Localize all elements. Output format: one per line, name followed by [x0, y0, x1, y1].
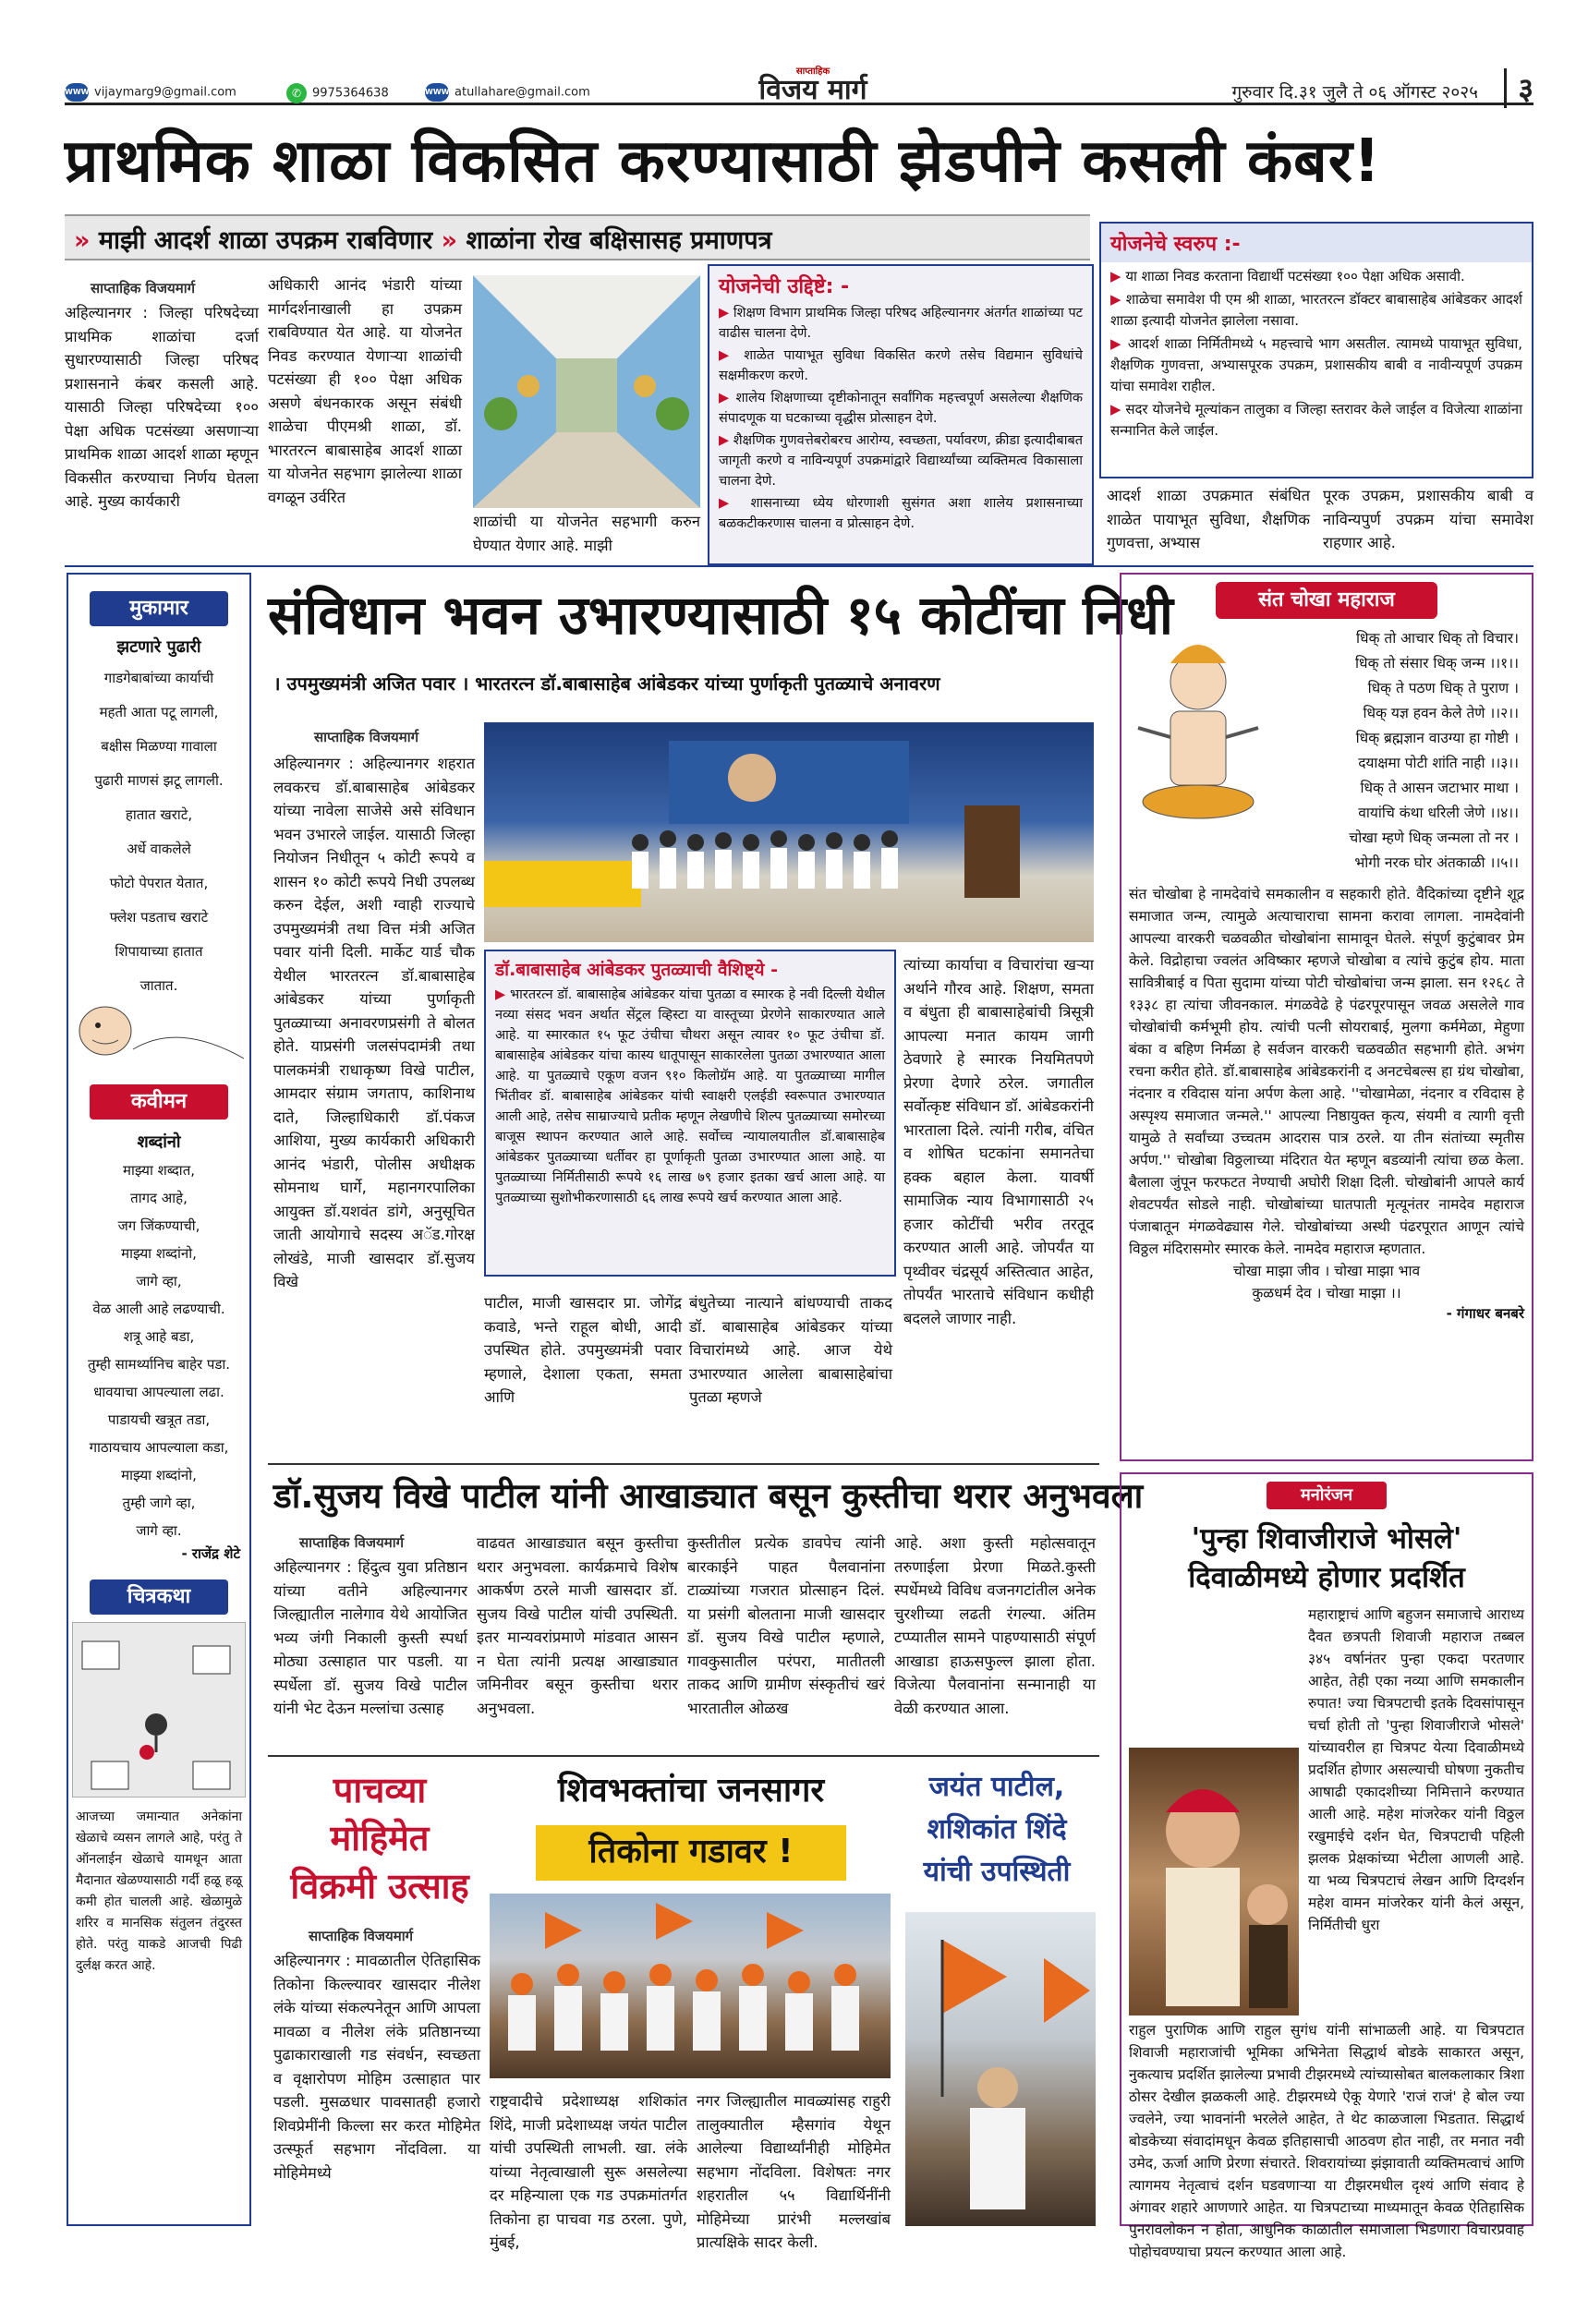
newspaper-logo: साप्ताहिक विजय मार्ग: [758, 67, 867, 106]
lead-subheadline-bar: [65, 214, 1090, 260]
bullet-icon: ▶: [719, 348, 745, 363]
bullet-icon: ▶: [1110, 401, 1126, 418]
bullet-icon: ▶: [719, 433, 733, 448]
sujay-byline: साप्ताहिक विजयमार्ग: [299, 1534, 405, 1551]
poet-name: - राजेंद्र शेटे: [181, 1545, 240, 1562]
statue-features-box: [484, 950, 896, 1277]
sujay-headline: डॉ.सुजय विखे पाटील यांनी आखाड्यात बसून कुस्तीचा थरार अनुभवला: [273, 1476, 1144, 1516]
kaviman-label: कवीमन: [90, 1084, 228, 1120]
poem-body: [68, 1156, 249, 1544]
globe-icon: WWW: [65, 83, 89, 102]
objectives-title: योजनेची उद्दिष्टे: -: [719, 275, 850, 298]
tikona-headline-1: शिवभक्तांचा जनसागर: [557, 1772, 825, 1810]
saint-quote-b: कुळधर्म देव । चोखा माझा ।।: [1252, 1285, 1401, 1301]
bullet-icon: ▶: [1110, 291, 1126, 308]
poem-line: माझ्या शब्दांनो,: [121, 1467, 197, 1483]
sujay-column-4: आहे. अशा कुस्ती महोत्सवातून तरुणाईला प्रेरणा मिळते.कुस्ती स्पर्धेमध्ये विविध वजनगटांतील अनेक चुरशीच्या लढती रंगल्या. अंतिम टप्प्यातील सामने पाहण्यासाठी संपूर्ण आखाडा हाऊसफुल्ल झाला होता. विजेत्या पैलवानांना सन्मानाही या वेळी करण्यात आला.: [894, 1534, 1096, 1717]
objectives-list: [719, 303, 1083, 534]
section-divider: [268, 1755, 1099, 1757]
abhang-line: धिक् ब्रह्मज्ञान वाउग्या हा गोष्टी ।: [1355, 730, 1519, 746]
statue-features-text: ▶ भारतरत्न डॉ. बाबासाहेब आंबेडकर यांचा पुतळा व स्मारक हे नवी दिल्ली येथील नव्या संसद भवन अर्थात सेंट्रल व्हिस्टा या वास्तूच्या प्रेरणेने साकारण्यात आले आहे. या स्मारकात १५ फूट उंचीचा चौथरा असून त्यावर १० फूट उंचीचा डॉ. बाबासाहेब आंबेडकर यांचा कास्य धातूपासून साकारलेला पुतळा उभारण्यात आला आहे. या पुतळ्याचे एकूण वजन ९१० किलोग्रॅम आहे. या पुतळ्याच्या मागील भिंतीवर डॉ. बाबासाहेब आंबेडकर यांची स्वाक्षरी एलईडी स्वरूपात उभारण्यात आली आहे, तसेच साम्राज्याचे प्रतीक म्हणून लेखणीचे शिल्प पुतळ्याच्या समोरच्या बाजूस स्थापन करण्यात आले आहे. सर्वोच्च न्यायालयातील डॉ.बाबासाहेब आंबेडकर पुतळ्याच्या धर्तीवर हा पूर्णाकृती पुतळा उभारण्यात आला आहे. या पुतळ्याच्या निर्मितीसाठी रूपये १६ लाख ७९ हजार इतका खर्च आला आहे. या पुतळ्याच्या सुशोभीकरणासाठी ६६ लाख रूपये खर्च करण्यात आला आहे.: [495, 987, 885, 1205]
abhang-line: भोगी नरक घोर अंतकाळी ।।५।।: [1354, 854, 1519, 871]
sujay-column-3: कुस्तीतील प्रत्येक डावपेच त्यांनी बारकाईने पाहत पैलवानांना टाळ्यांच्या गजरात प्रोत्साहन दिलं. या प्रसंगी बोलताना माजी खासदार डॉ. सुजय विखे पाटील म्हणाले, गावकुसातील परंपरा, मातीतली ताकद आणि ग्रामीण संस्कृतीचं खरं भारतातील ओळख: [687, 1534, 885, 1717]
corridor-image-caption: शाळांची या योजनेत सहभागी करुन घेण्यात येणार आहे. माझी: [473, 513, 700, 554]
saint-chokha-box: [1120, 573, 1533, 1461]
abhang-line: धिक् यज्ञ हवन केले तेणे ।।२।।: [1363, 705, 1519, 721]
structure-item: ▶ या शाळा निवड करताना विद्यार्थी पटसंख्या १०० पेक्षा अधिक असावी.: [1110, 268, 1465, 284]
structure-box: [1099, 222, 1533, 478]
sujay-column-2: वाढवत आखाड्यात बसून कुस्तीचा थरार अनुभवला. कार्यक्रमाचे विशेष आकर्षण ठरले माजी खासदार डॉ. सुजय विखे पाटील यांची उपस्थिती. इतर मान्यवरांप्रमाणे मांडवात आसन न घेता त्यांनी प्रत्यक्ष आखाड्यात जमिनीवर बसून कुस्तीचा थरार अनुभवला.: [477, 1534, 678, 1717]
structure-item: ▶ शाळेचा समावेश पी एम श्री शाळा, भारतरत्न डॉक्टर बाबासाहेब आंबेडकर आदर्श शाळा इत्यादी योजनेत झालेला नसावा.: [1110, 291, 1522, 329]
issue-date: गुरुवार दि.३१ जुलै ते ०६ ऑगस्ट २०२५: [1231, 82, 1478, 103]
lead-column-1: अहिल्यानगर : जिल्हा परिषदेच्या प्राथमिक शाळांचा दर्जा सुधारण्यासाठी जिल्हा परिषद प्रशासनाने कंबर कसली आहे. यासाठी जिल्हा परिषदेच्या १०० पेक्षा अधिक पटसंख्या असणाऱ्या प्राथमिक शाळा आदर्श शाळा म्हणून विकसीत करण्याचा निर्णय घेतला आहे. मुख्य कार्यकारी: [65, 304, 259, 510]
saint-quote-a: चोखा माझा जीव । चोखा माझा भाव: [1232, 1263, 1421, 1279]
whatsapp-icon: ✆: [286, 83, 307, 103]
abhang-line: दयाक्षमा पोटी शांति नाही ।।३।।: [1358, 755, 1519, 771]
structure-item: ▶ सदर योजनेचे मूल्यांकन तालुका व जिल्हा स्तरावर केले जाईल व विजेत्या शाळांना सन्मानित केले जाईल.: [1110, 401, 1522, 439]
saint-abhang: [1267, 626, 1524, 876]
movie-body: राहुल पुराणिक आणि राहुल सुगंध यांनी सांभाळली आहे. या चित्रपटात शिवाजी महाराजांची भूमिका अभिनेता सिद्धार्थ बोडके साकारत असून, नुकत्याच प्रदर्शित झालेल्या प्रभावी टीझरमध्ये त्यांच्यासोबत बालकलाकार त्रिशा ठोसर देखील झळकली आहे. टीझरमध्ये ऐकू येणारे 'राजं राजं' हे बोल ज्या ज्वलेने, ज्या भावनांनी भरलेले आहेत, ते थेट काळजाला भिडतात. सिद्धार्थ बोडकेच्या संवादांमधून केवळ इतिहासाची आठवण होत नाही, तर मनात नवी उमेद, ऊर्जा आणि प्रेरणा संचारते. शिवरायांच्या झंझावाती व्यक्तिमत्वाचं आणि त्यागमय नेतृत्वाचं दर्शन घडवणाऱ्या या टीझरमधील दृश्यं आणि संवाद हे अंगावर शहारे आणणारे आहेत. या चित्रपटाच्या माध्यमातून केवळ ऐतिहासिक पुनरावलोकन न होता, आधुनिक काळातील समाजाला भिडणारा विचारप्रवाह पोहोचवण्याचा प्रयत्न करण्यात आला आहे.: [1129, 2022, 1524, 2260]
poem-line: अर्धे वाकलेले: [127, 841, 191, 857]
movie-intro: महाराष्ट्राचं आणि बहुजन समाजाचे आराध्य दैवत छत्रपती शिवाजी महाराज तब्बल ३४५ वर्षानंतर पुन्हा एकदा परतणार आहेत, तेही एका नव्या आणि समकालीन रुपात! ज्या चित्रपटाची इतके दिवसांपासून चर्चा होती तो 'पुन्हा शिवाजीराजे भोसले' यांच्यावरील हा चित्रपट येत्या दिवाळीमध्ये प्रदर्शित होणार असल्याची घोषणा नुकतीच आषाढी एकादशीच्या निमित्ताने करण्यात आली आहे. महेश मांजरेकर यांनी विठ्ठल रखुमाईचे दर्शन घेत, चित्रपटाची पहिली झलक प्रेक्षकांच्या भेटीला आणली आहे. या भव्य चित्रपटाचं लेखन आणि दिग्दर्शन महेश वामन मांजरेकर यांनी केलं असून, निर्मितीची धुरा: [1308, 1606, 1524, 1933]
poem-line: तुम्ही सामर्थ्यानिच बाहेर पडा.: [87, 1356, 231, 1373]
cartoon-man-illustration: [68, 1003, 249, 1068]
poem-line: महती आता पटू लागली,: [99, 704, 219, 720]
cartoon-image: [72, 1622, 246, 1797]
abhang-line: धिक् तो संसार धिक् जन्म ।।१।।: [1355, 655, 1519, 672]
statue-event-photo: [484, 722, 1094, 942]
poem-line: जागे व्हा,: [136, 1273, 182, 1289]
bullet-icon: ▶: [1110, 268, 1126, 284]
poem-title: शब्दांनो: [137, 1132, 181, 1152]
chevron-right-icon: »: [441, 226, 458, 255]
tikona-right-title-line-2: शशिकांत शिंदे: [927, 1813, 1067, 1846]
left-sidebar: [67, 573, 251, 2226]
samvidhan-column-3: बंधुतेच्या नात्याने बांधण्याची ताकद डॉ. बाबासाहेब आंबेडकर यांच्या विचारांमध्ये आहे. आज येथे उभारण्यात आलेला बाबासाहेबांचा पुतळा म्हणजे: [689, 1294, 892, 1406]
structure-list: [1101, 262, 1532, 447]
masthead: [65, 67, 1533, 105]
bullet-icon: ▶: [719, 496, 751, 511]
poem-line: धावयाचा आपल्याला लढा.: [93, 1384, 224, 1400]
poem-line: गाडगेबाबांच्या कार्याची: [103, 670, 214, 686]
section-divider: [65, 565, 1533, 567]
poem-line: शत्रू आहे बडा,: [123, 1328, 195, 1345]
masthead-email-2[interactable]: WWW atullahare@gmail.com: [425, 83, 590, 102]
objective-item: ▶ शालेय शिक्षणाच्या दृष्टीकोनातून सर्वांगिक महत्त्वपूर्ण असलेल्या शैक्षणिक संपादणूक या घटकाच्या वृद्धीस प्रोत्साहन देणे.: [719, 391, 1083, 426]
poem-line: हातात खराटे,: [125, 806, 193, 823]
bullet-icon: ▶: [1110, 335, 1128, 352]
movie-box: [1120, 1472, 1533, 2260]
tikona-side-title-line-1: पाचव्या: [333, 1770, 427, 1810]
tikona-crowd-photo: [490, 1894, 891, 2078]
tikona-right-title-line-3: यांची उपस्थिती: [923, 1856, 1071, 1888]
school-corridor-image: [473, 275, 700, 508]
chevron-right-icon: »: [74, 226, 91, 255]
leaders-photo: [905, 1912, 1096, 2226]
lead-column-2: अधिकारी आनंद भंडारी यांच्या मार्गदर्शनाखाली हा उपक्रम राबविण्यात येत आहे. या योजनेत निवड करण्यात येणाऱ्या शाळांची पटसंख्या ही १०० पेक्षा अधिक असणे बंधनकारक असून संबंधी शाळेचा पीएमश्री शाळा, डॉ. भारतरत्न बाबासाहेब आदर्श शाळा या योजनेत सहभाग झालेल्या शाळा वगळून उर्वरित: [268, 276, 462, 506]
mukamar-title: झटणारे पुढारी: [116, 637, 201, 657]
poem-line: जागे व्हा.: [136, 1522, 182, 1539]
poem-line: पाडायची खत्रूत तडा,: [107, 1411, 211, 1428]
mukamar-poem: [68, 661, 249, 1003]
masthead-phone[interactable]: ✆ 9975364638: [286, 83, 389, 103]
samvidhan-byline: साप्ताहिक विजयमार्ग: [314, 729, 419, 745]
objective-item: ▶ शिक्षण विभाग प्राथमिक जिल्हा परिषद अहिल्यानगर अंतर्गत शाळांच्या पट वाढीस चालना देणे.: [719, 306, 1083, 341]
page-number: ३: [1504, 68, 1533, 108]
statue-features-title: डॉ.बाबासाहेब आंबेडकर पुतळ्याची वैशिष्ट्ये -: [495, 960, 778, 980]
tikona-side-title: [273, 1766, 486, 1918]
samvidhan-column-1: अहिल्यानगर : अहिल्यानगर शहरात लवकरच डॉ.बाबासाहेब आंबेडकर यांच्या नावेला साजेसे असे संविधान भवन उभारले जाईल. यासाठी जिल्हा नियोजन निधीतून ५ कोटी रूपये व शासन १० कोटी रूपये निधी उपलब्ध करुन देईल, अशी ग्वाही राज्याचे उपमुख्यमंत्री तथा वित्त मंत्री अजित पवार यांनी दिली. मार्केट यार्ड चौक येथील भारतरत्न डॉ.बाबासाहेब आंबेडकर यांच्या पुर्णाकृती पुतळ्याच्या अनावरणप्रसंगी ते बोलत होते. याप्रसंगी जलसंपदामंत्री तथा पालकमंत्री राधाकृष्ण विखे पाटील, आमदार संग्राम जगताप, काशिनाथ दाते, जिल्हाधिकारी डॉ.पंकज आशिया, मुख्य कार्यकारी अधिकारी आनंद भंडारी, पोलीस अधीक्षक सोमनाथ घार्गे, महानगरपालिका आयुक्त डॉ.यशवंत डांगे, अनुसूचित जाती आयोगाचे सदस्य अॅड.गोरक्ष लोखंडे, माजी खासदार डॉ.सुजय विखे: [273, 755, 475, 1290]
sujay-column-1: अहिल्यानगर : हिंदुत्व युवा प्रतिष्ठान यांच्या वतीने अहिल्यानगर जिल्ह्यातील नालेगाव येथे आयोजित भव्य जंगी निकाली कुस्ती स्पर्धा मोठ्या उत्साहात पार पडली. या स्पर्धेला डॉ. सुजय विखे पाटील यांनी भेट देऊन मल्लांचा उत्साह: [273, 1558, 467, 1717]
tikona-right-title: [898, 1766, 1096, 1905]
lead-tail-a: आदर्श शाळा उपक्रमात संबंधित शाळेत पायाभूत सुविधा, शैक्षणिक गुणवत्ता, अभ्यास: [1107, 487, 1310, 551]
tikona-column-3: नगर जिल्ह्यातील मावळ्यांसह राहुरी तालुक्यातील म्हैसगांव येथून आलेल्या विद्यार्थ्यांनीही मोहिमेत सहभाग नोंदविला. विशेषतः नगर शहरातील ५५ विद्यार्थिनींनी मोहिमेच्या प्रारंभी मल्लखांब प्रात्यक्षिके सादर केली.: [697, 2092, 891, 2251]
poem-line: माझ्या शब्दांनो,: [121, 1245, 197, 1262]
poem-line: फोटो पेपरात येतात,: [109, 875, 209, 891]
poem-line: बक्षीस मिळण्या गावाला: [101, 738, 217, 755]
lead-byline: साप्ताहिक विजयमार्ग: [91, 280, 196, 297]
objective-item: ▶ शासनाच्या ध्येय धोरणाशी सुसंगत अशा शालेय प्रशासनाच्या बळकटीकरणास चालना व प्रोत्साहन देणे.: [719, 496, 1083, 531]
poem-line: जग जिंकण्याची,: [117, 1217, 200, 1234]
lead-headline: प्राथमिक शाळा विकसित करण्यासाठी झेडपीने कसली कंबर!: [65, 127, 1382, 196]
poem-line: फ्लेश पडताच खराटे: [109, 909, 209, 926]
tikona-side-title-line-3: विक्रमी उत्साह: [290, 1866, 469, 1906]
tikona-right-title-line-1: जयंत पाटील,: [928, 1771, 1065, 1803]
lead-tail-b: पूरक उपक्रम, प्रशासकीय बाबी व नाविन्यपुर्ण उपक्रम यांचा समावेश राहणार आहे.: [1323, 487, 1533, 551]
abhang-line: धिक् तो आचार धिक् तो विचार।: [1356, 630, 1519, 647]
poem-line: शिपायाच्या हातात: [115, 943, 203, 960]
movie-poster-image: [1129, 1748, 1299, 2015]
tikona-side-title-line-2: मोहिमेत: [330, 1818, 430, 1858]
masthead-email-1[interactable]: WWW vijaymarg9@gmail.com: [65, 83, 236, 102]
poem-line: तुम्ही जागे व्हा,: [122, 1495, 196, 1511]
mukamar-label: मुकामार: [90, 591, 228, 626]
section-divider: [268, 1463, 1099, 1465]
abhang-line: धिक् ते आसन जटाभार माथा ।: [1360, 780, 1519, 796]
poem-line: वेळ आली आहे लढण्याची.: [92, 1301, 225, 1317]
samvidhan-subline: । उपमुख्यमंत्री अजित पवार । भारतरत्न डॉ.बाबासाहेब आंबेडकर यांच्या पुर्णाकृती पुतळ्याचे अनावरण: [273, 672, 940, 695]
chitrakatha-label: चित्रकथा: [90, 1580, 228, 1615]
poem-line: माझ्या शब्दात,: [122, 1162, 196, 1179]
tikona-column-1: अहिल्यानगर : मावळातील ऐतिहासिक तिकोना किल्ल्यावर खासदार नीलेश लंके यांच्या संकल्पनेतून आणि आपला मावळा व नीलेश लंके प्रतिष्ठानच्या पुढाकाराखाली गड संवर्धन, स्वच्छता व वृक्षारोपण मोहिम उत्साहात पार पडली. मुसळधार पावसातही हजारो शिवप्रेमींनी किल्ला सर करत मोहिमेत उत्स्फूर्त सहभाग नोंदविला. या मोहिमेमध्ये: [273, 1952, 480, 2182]
poem-line: जातात.: [139, 977, 178, 994]
samvidhan-column-4: त्यांच्या कार्याचा व विचारांचा खऱ्या अर्थाने गौरव आहे. शिक्षण, समता व बंधुता ही बाबासाहेबांची त्रिसूत्री आपल्या मनात कायम जागी ठेवणारे हे स्मारक नियमितपणे प्रेरणा देणारे ठरेल. जगातील सर्वोत्कृष्ट संविधान डॉ. आंबेडकरांनी भारताला दिले. त्यांनी गरीब, वंचित व शोषित घटकांना समानतेचा हक्क बहाल केला. यावर्षी सामाजिक न्याय विभागासाठी २५ हजार कोटींची भरीव तरतूद करण्यात आली आहे. जोपर्यंत या पृथ्वीवर चंद्रसूर्य अस्तित्वात आहेत, तोपर्यंत भारताचे संविधान कधीही बदलले जाणार नाही.: [903, 956, 1094, 1327]
poem-line: पुढारी माणसं झटू लागली.: [94, 772, 224, 789]
bullet-icon: ▶: [719, 306, 733, 321]
abhang-line: वायांचि कंथा धरिली जेणे ।।४।।: [1358, 805, 1519, 821]
saint-body: संत चोखोबा हे नामदेवांचे समकालीन व सहकारी होते. वैदिकांच्या दृष्टीने शूद्र समाजात जन्म, त्यामुळे अत्याचाराचा सामना करावा लागला. नामदेवांनी आपल्या वारकरी चळवळीत चोखोबांना सामावून घेतले. संपूर्ण कुटुंबावर प्रेम केले. विद्रोहाचा ज्वलंत अविष्कार म्हणजे चोखोबा व त्यांचे कुटुंब होय. माता सावित्रीबाई व पिता सुदामा यांच्या पोटी चोखोबांचा जन्म झाला. सन १२६८ ते १३३८ हा त्यांचा जीवनकाल. मंगळवेढे हे पंढरपूरपासून जवळ असलेले गाव चोखोबांची कर्मभूमी होय. त्यांची पत्नी सोयराबाई, मुलगा कर्ममेळा, मेहुणा बंका व बहिण निर्मळा हे सर्वजन वारकरी चळवळीत सहभागी होते. अभंग रचना करीत होते. डॉ.बाबासाहेब आंबेडकरांनी द अनटचेबल्स हा ग्रंथ चोखोबा, नंदनार व रविदास यांना अर्पण केला आहे. ''चोखामेळा, नंदनार व रविदास हे अस्पृश्य समाजात जन्मले.'' आपल्या निष्ठायुक्त कृत्य, संयमी व त्यागी वृत्ती यामुळे ते सर्वांच्या उच्चतम आदरास पात्र ठरले. या तीन संतांच्या स्मृतीस अर्पण.'' चोखोबा विठ्ठलाच्या मंदिरात येत म्हणून बडव्यांनी त्यांचा छळ केला. बैलाला जुंपून फरफटत नेण्याची अघोरी शिक्षा दिली. चोखोबांनी आपले कार्य शेवटपर्यंत सोडले नाही. चोखोबांच्या घातपाती मृत्यूनंतर नामदेव महाराज पंजाबातून मंगळवेढ्यास गेले. चोखोबांच्या अस्थी पंढरपूरात आणून त्यांचे विठ्ठल मंदिरासमोर स्मारक केले. नामदेव महाराज म्हणतात.: [1129, 886, 1524, 1257]
lead-subheadline-a: माझी आदर्श शाळा उपक्रम राबविणार: [98, 226, 433, 255]
movie-headline-2: दिवाळीमध्ये होणार प्रदर्शित: [1188, 1561, 1465, 1594]
tikona-headline-2: तिकोना गडावर !: [536, 1825, 846, 1881]
saint-illustration: [1129, 626, 1267, 829]
structure-title: योजनेचे स्वरुप :-: [1101, 224, 1532, 262]
abhang-line: चोखा म्हणे धिक् जन्मला तो नर ।: [1349, 829, 1519, 846]
samvidhan-headline: संविधान भवन उभारण्यासाठी १५ कोटींचा निधी: [268, 584, 1173, 647]
samvidhan-column-2: पाटील, माजी खासदार प्रा. जोगेंद्र कवाडे, भन्ते राहूल बोधी, आदी उपस्थित होते. उपमुख्यमंत्री पवार म्हणाले, देशाला एकता, समता आणि: [484, 1294, 682, 1406]
lead-subheadline-b: शाळांना रोख बक्षिसासह प्रमाणपत्र: [466, 226, 772, 255]
objective-item: ▶ शाळेत पायाभूत सुविधा विकसित करणे तसेच विद्यमान सुविधांचे सक्षमीकरण करणे.: [719, 348, 1083, 383]
abhang-line: धिक् ते पठण धिक् ते पुराण ।: [1367, 680, 1519, 696]
bullet-icon: ▶: [495, 987, 510, 1002]
tikona-column-2: राष्ट्रवादीचे प्रदेशाध्यक्ष शशिकांत शिंदे, माजी प्रदेशाध्यक्ष जयंत पाटील यांची उपस्थिती लाभली. खा. लंके यांच्या नेतृत्वाखाली सुरू असलेल्या दर महिन्याला एक गड उपक्रमांतर्गत तिकोना हा पाचवा गड ठरला. पुणे, मुंबई,: [490, 2092, 687, 2251]
movie-label: मनोरंजन: [1267, 1482, 1387, 1509]
objective-item: ▶ शैक्षणिक गुणवत्तेबरोबरच आरोग्य, स्वच्छता, पर्यावरण, क्रीडा इत्यादीबाबत जागृती करणे व नाविन्यपूर्ण उपक्रमांद्वारे विद्यार्थ्यांच्या व्यक्तिमत्व विकासाला चालना देणे.: [719, 433, 1084, 489]
school-corridor-illustration: [473, 275, 700, 508]
globe-icon: WWW: [425, 83, 449, 102]
cartoon-caption: आजच्या जमान्यात अनेकांना खेळाचे व्यसन लागले आहे, परंतु ते ऑनलाईन खेळाचे यामधून आता मैदानात खेळण्यासाठी गर्दी हळू हळू कमी होत चालली आहे. खेळामुळे शरिर व मानसिक संतुलन तंदुरस्त होते. परंतु याकडे आजची पिढी दुर्लक्ष करत आहे.: [76, 1810, 242, 1973]
saint-title: संत चोखा महाराज: [1216, 582, 1437, 619]
poem-line: गाठायचाय आपल्याला कडा,: [89, 1439, 229, 1456]
objectives-box: [708, 264, 1094, 565]
poem-line: तागद आहे,: [130, 1190, 188, 1206]
bullet-icon: ▶: [719, 391, 736, 405]
structure-item: ▶ आदर्श शाळा निर्मितीमध्ये ५ महत्त्वाचे भाग असतील. त्यामध्ये पायाभूत सुविधा, शैक्षणिक गुणवत्ता, अभ्यासपूरक उपक्रम, प्रशासकीय बाबी व नावीन्यपूर्ण उपक्रम यांचा समावेश राहील.: [1110, 335, 1522, 394]
saint-author: - गंगाधर बनबरे: [1446, 1305, 1524, 1322]
tikona-byline: साप्ताहिक विजयमार्ग: [309, 1928, 414, 1944]
movie-headline-1: 'पुन्हा शिवाजीराजे भोसले': [1191, 1522, 1462, 1555]
